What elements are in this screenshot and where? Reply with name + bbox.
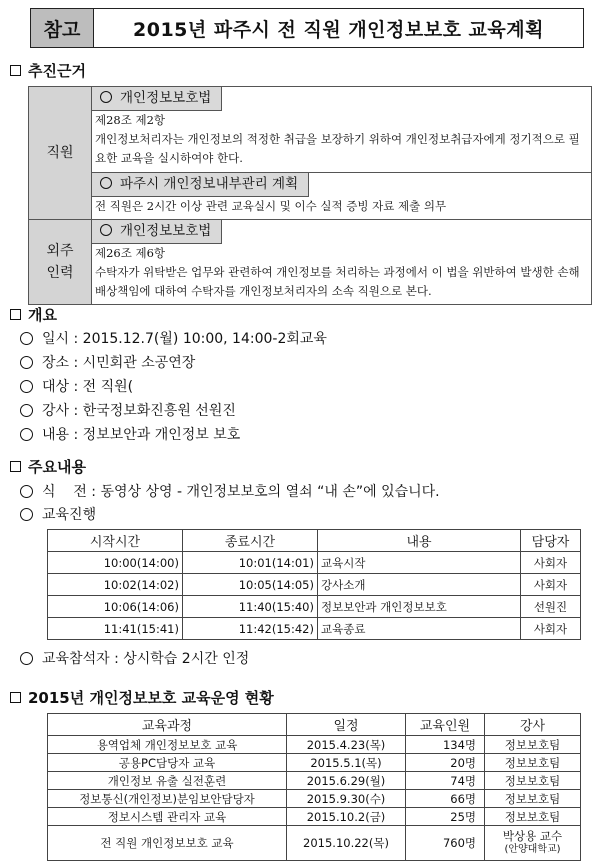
cell-person: 선원진 xyxy=(521,596,581,618)
circle-bullet-icon xyxy=(100,91,112,103)
table-row xyxy=(48,618,581,640)
column-header: 교육과정 xyxy=(48,714,287,736)
law-text: 제28조 제2항 개인정보처리자는 개인정보의 적정한 취급을 보장하기 위하여 개인정보취급자에게 정기적으로 필요한 교육을 실시하여야 한다. xyxy=(95,113,580,165)
column-header: 시작시간 xyxy=(48,530,183,552)
table-row xyxy=(48,790,581,808)
cell-count: 20명 xyxy=(406,754,485,772)
section-heading-status xyxy=(10,687,274,708)
main-item-attendees: 교육참석자 : 상시학습 2시간 인정 xyxy=(20,648,249,668)
cell-start: 10:02(14:02) xyxy=(48,574,183,596)
table-row xyxy=(48,754,581,772)
main-item-opening: 식 전 : 동영상 상영 - 개인정보보호의 열쇠 “내 손”에 있습니다. xyxy=(20,481,440,501)
circle-bullet-icon xyxy=(20,652,33,665)
circle-bullet-icon xyxy=(20,380,33,393)
cell-person: 사회자 xyxy=(521,618,581,640)
cell-instructor: 정보보호팀 xyxy=(485,736,581,754)
table-row xyxy=(48,772,581,790)
cell-content: 정보보안과 개인정보보호 xyxy=(318,596,521,618)
cell-date: 2015.9.30(수) xyxy=(287,790,406,808)
section-heading-basis xyxy=(10,60,86,81)
overview-item: 장소 : 시민회관 소공연장 xyxy=(20,352,195,372)
status-table xyxy=(47,713,581,861)
cell-count: 134명 xyxy=(406,736,485,754)
column-header: 종료시간 xyxy=(183,530,318,552)
cell-course: 정보시스템 관리자 교육 xyxy=(48,808,287,826)
circle-bullet-icon xyxy=(20,485,33,498)
cell-count: 760명 xyxy=(406,826,485,861)
column-header: 담당자 xyxy=(521,530,581,552)
basis-entry xyxy=(92,173,592,220)
overview-item: 내용 : 정보보안과 개인정보 보호 xyxy=(20,424,240,444)
basis-entry xyxy=(92,87,592,173)
cell-content: 교육시작 xyxy=(318,552,521,574)
circle-bullet-icon xyxy=(20,428,33,441)
overview-item: 대상 : 전 직원( xyxy=(20,376,133,396)
cell-date: 2015.4.23(목) xyxy=(287,736,406,754)
table-header-row xyxy=(48,714,581,736)
basis-entry xyxy=(92,220,592,305)
cell-course: 개인정보 유출 실전훈련 xyxy=(48,772,287,790)
cell-instructor: 정보보호팀 xyxy=(485,790,581,808)
cell-end: 10:05(14:05) xyxy=(183,574,318,596)
cell-person: 사회자 xyxy=(521,574,581,596)
square-bullet-icon xyxy=(10,692,21,703)
table-header-row xyxy=(48,530,581,552)
cell-count: 74명 xyxy=(406,772,485,790)
basis-table xyxy=(28,86,592,305)
cell-course: 정보통신(개인정보)분임보안담당자 xyxy=(48,790,287,808)
title-tag: 참고 xyxy=(31,9,94,47)
cell-content: 강사소개 xyxy=(318,574,521,596)
cell-start: 10:06(14:06) xyxy=(48,596,183,618)
cell-end: 11:42(15:42) xyxy=(183,618,318,640)
cell-date: 2015.10.2(금) xyxy=(287,808,406,826)
table-row xyxy=(48,808,581,826)
cell-end: 10:01(14:01) xyxy=(183,552,318,574)
section-heading-overview xyxy=(10,304,57,325)
law-label: 파주시 개인정보내부관리 계획 xyxy=(92,173,309,197)
law-text: 제26조 제6항 수탁자가 위탁받은 업무와 관련하여 개인정보를 처리하는 과정에서 이 법을 위반하여 발생한 손해배상책임에 대하여 수탁자를 개인정보처리자의 소속 직원으로 본다. xyxy=(95,246,580,298)
column-header: 내용 xyxy=(318,530,521,552)
cell-date: 2015.5.1(목) xyxy=(287,754,406,772)
law-label: 개인정보보호법 xyxy=(92,87,222,111)
cell-date: 2015.10.22(목) xyxy=(287,826,406,861)
cell-end: 11:40(15:40) xyxy=(183,596,318,618)
main-item-progress: 교육진행 xyxy=(20,504,96,524)
cell-count: 66명 xyxy=(406,790,485,808)
circle-bullet-icon xyxy=(20,508,33,521)
cell-count: 25명 xyxy=(406,808,485,826)
column-header: 교육인원 xyxy=(406,714,485,736)
table-row xyxy=(48,574,581,596)
cell-course: 전 직원 개인정보보호 교육 xyxy=(48,826,287,861)
table-row xyxy=(48,596,581,618)
square-bullet-icon xyxy=(10,461,21,472)
law-text: 전 직원은 2시간 이상 관련 교육실시 및 이수 실적 증빙 자료 제출 의무 xyxy=(95,199,447,214)
cell-course: 공용PC담당자 교육 xyxy=(48,754,287,772)
title-bar xyxy=(30,8,584,48)
schedule-table xyxy=(47,529,581,640)
cell-content: 교육종료 xyxy=(318,618,521,640)
circle-bullet-icon xyxy=(100,177,112,189)
cell-start: 11:41(15:41) xyxy=(48,618,183,640)
table-row xyxy=(48,826,581,861)
circle-bullet-icon xyxy=(20,404,33,417)
overview-item: 일시 : 2015.12.7(월) 10:00, 14:00-2회교육 xyxy=(20,328,327,348)
cell-instructor: 정보보호팀 xyxy=(485,772,581,790)
cell-instructor: 박상용 교수 (안양대학교) xyxy=(485,826,581,861)
overview-item: 강사 : 한국정보화진흥원 선원진 xyxy=(20,400,236,420)
cell-instructor: 정보보호팀 xyxy=(485,808,581,826)
circle-bullet-icon xyxy=(100,224,112,236)
circle-bullet-icon xyxy=(20,356,33,369)
square-bullet-icon xyxy=(10,65,21,76)
law-label: 개인정보보호법 xyxy=(92,220,222,244)
group-staff: 직원 xyxy=(29,87,92,220)
page-title: 2015년 파주시 전 직원 개인정보보호 교육계획 xyxy=(133,18,544,41)
table-row xyxy=(48,552,581,574)
cell-instructor: 정보보호팀 xyxy=(485,754,581,772)
cell-course: 용역업체 개인정보보호 교육 xyxy=(48,736,287,754)
cell-date: 2015.6.29(월) xyxy=(287,772,406,790)
section-title: 개요 xyxy=(28,306,57,324)
section-title: 주요내용 xyxy=(28,458,86,476)
section-title: 추진근거 xyxy=(28,62,86,80)
column-header: 강사 xyxy=(485,714,581,736)
section-heading-main xyxy=(10,456,86,477)
circle-bullet-icon xyxy=(20,332,33,345)
cell-person: 사회자 xyxy=(521,552,581,574)
square-bullet-icon xyxy=(10,309,21,320)
table-row xyxy=(48,736,581,754)
section-title: 2015년 개인정보보호 교육운영 현황 xyxy=(28,689,274,707)
group-outsourced: 외주 인력 xyxy=(29,220,92,305)
column-header: 일정 xyxy=(287,714,406,736)
cell-start: 10:00(14:00) xyxy=(48,552,183,574)
